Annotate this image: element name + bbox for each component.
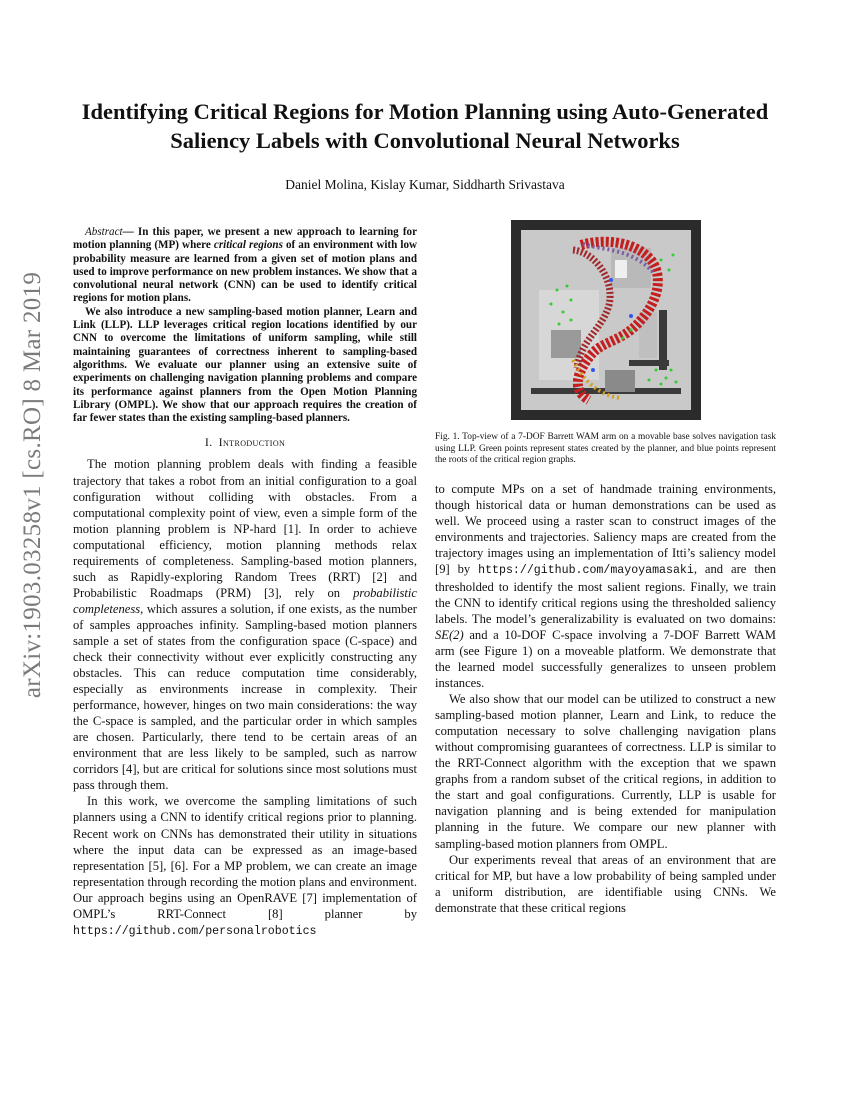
title-line-1: Identifying Critical Regions for Motion Planning using Auto-Generated — [81, 99, 769, 124]
left-column — [73, 226, 417, 940]
text-run: In this work, we overcome the sampling limitations of such planners using a CNN to identify critical regions prior to planning. Recent work on CNNs has demonstrated their utility in situations where the input data can be expressed as an image-based representation [5], [6]. For a MP problem, we can create an image representation through recording the motion plans and environment. Our approach begins using an OpenRAVE [7] implementation of OMPL’s RRT-Connect [8] planner by — [73, 794, 417, 921]
emphasis-run: SE(2) — [435, 627, 464, 642]
abstract-label: Abstract — [85, 226, 123, 238]
abstract-emphasis: critical regions — [213, 239, 283, 252]
text-run: The motion planning problem deals with finding a feasible trajectory that takes a robot from an initial configuration to a goal configuration without colliding with obstacles. From a computational complexity point of view, even a simple form of the motion planning problem is NP-hard [1]. In order to achieve computational efficiency, motion planning methods relax requirements of completeness. Sampling-based motion planners, such as Rapidly-exploring Random Trees (RRT) [2] and Probabilistic Roadmaps (PRM) [3], rely on — [73, 457, 417, 600]
figure-caption: Fig. 1. Top-view of a 7-DOF Barrett WAM arm on a movable base solves navigation task using LLP. Green points represent states created by the planner, and blue points represent the roots of the critical region graphs. — [435, 432, 776, 465]
github-url: https://github.com/mayoyamasaki — [478, 563, 694, 577]
section-title: Introduction — [218, 435, 286, 450]
abstract-text: of an environment with low probability measure are learned from a given set of motion plans and used to improve performance on new problem instances. We show that a convolutional neural network (CNN) can be used to identify critical regions for motion plans. — [73, 239, 417, 305]
arxiv-stamp — [8, 271, 58, 699]
abstract — [73, 226, 417, 425]
right-column — [435, 218, 776, 916]
text-run: to compute MPs on a set of handmade training environments, though historical data or human demonstrations can be used as well. We proceed using a raster scan to construct images of the environments and trajectories. Saliency maps are created from the trajectory images using an implementation of Itti’s saliency model [9] by — [435, 481, 776, 576]
emphasis-run: probabilistic completeness — [73, 585, 417, 616]
right-body — [435, 481, 776, 916]
github-url: https://github.com/personalrobotics — [73, 924, 317, 938]
abstract-dash: — — [122, 226, 138, 238]
intro-body — [73, 456, 417, 939]
section-number: I. — [204, 435, 213, 450]
right-paragraph-2: We also show that our model can be utilized to construct a new sampling-based motion planner, Learn and Link, to reduce the computation necessary to solve challenging navigation plans without compromising guarantees of correctness. LLP is similar to the RRT-Connect algorithm with the exception that we spawn graphs from a random subset of the critical regions, in addition to the start and goal configurations. Currently, LLP is usable for navigation planning and is being extended for manipulation planning in the future. We compare our new planner with sampling-based motion planners from OMPL. — [435, 692, 776, 851]
abstract-paragraph-2: We also introduce a new sampling-based motion planner, Learn and Link (LLP). LLP leverages critical region locations identified by our CNN to overcome the limitations of uniform sampling, while still maintaining guarantees of correctness inherent to sampling-based algorithms. We evaluate our planner using an extensive suite of experiments on challenging navigation planning problems and compare its performance against planners from the Open Motion Planning Library (OMPL). We show that our approach requires the creation of far fewer states than the existing sampling-based planners. — [73, 305, 417, 425]
text-run: , which assures a solution, if one exists, as the number of samples approaches infinity. Sampling-based motion planners sample a set of states from the configuration space (C-space) and check their connectivity without ever explicitly constructing any obstacles. This can reduce computation time considerably, especially as environments increase in complexity. Their performance, however, hinges on two main considerations: the way the C-space is sampled, and the particular order in which samples are chosen. Particularly, there tend to be certain areas of an environment that are less likely to be sampled, such as narrow corridors [4], but are critical for solutions since most solutions must pass through them. — [73, 601, 417, 793]
paper-title — [60, 97, 790, 155]
right-paragraph-1 — [435, 481, 776, 692]
robot-topview-image — [511, 220, 701, 420]
author-list: Daniel Molina, Kislay Kumar, Siddharth Srivastava — [285, 177, 565, 192]
text-run: and a 10-DOF C-space involving a 7-DOF Barrett WAM arm (see Figure 1) on a moveable platform. We demonstrate that the learned model successfully generalizes to unseen problem instances. — [435, 627, 776, 691]
arxiv-id: arXiv:1903.03258v1 [cs.RO] 8 Mar 2019 — [19, 271, 47, 699]
intro-paragraph-1 — [73, 456, 417, 793]
section-heading-introduction — [73, 435, 417, 450]
right-paragraph-3: Our experiments reveal that areas of an environment that are critical for MP, but have a low probability of being sampled under a uniform distribution, are identifiable using CNNs. We demonstrate that these critical regions — [435, 852, 776, 915]
title-line-2: Saliency Labels with Convolutional Neural Networks — [170, 128, 680, 153]
figure-robot-topview — [511, 220, 701, 420]
abstract-text: In this paper, we present a new approach to learning for motion planning (MP) where — [73, 226, 417, 252]
text-run: , and are then thresholded to identify the most salient regions. Finally, we train the CNN to identify critical regions using the thresholded saliency labels. The model’s generalizability is evaluated on two domains: — [435, 561, 776, 626]
intro-paragraph-2 — [73, 793, 417, 939]
